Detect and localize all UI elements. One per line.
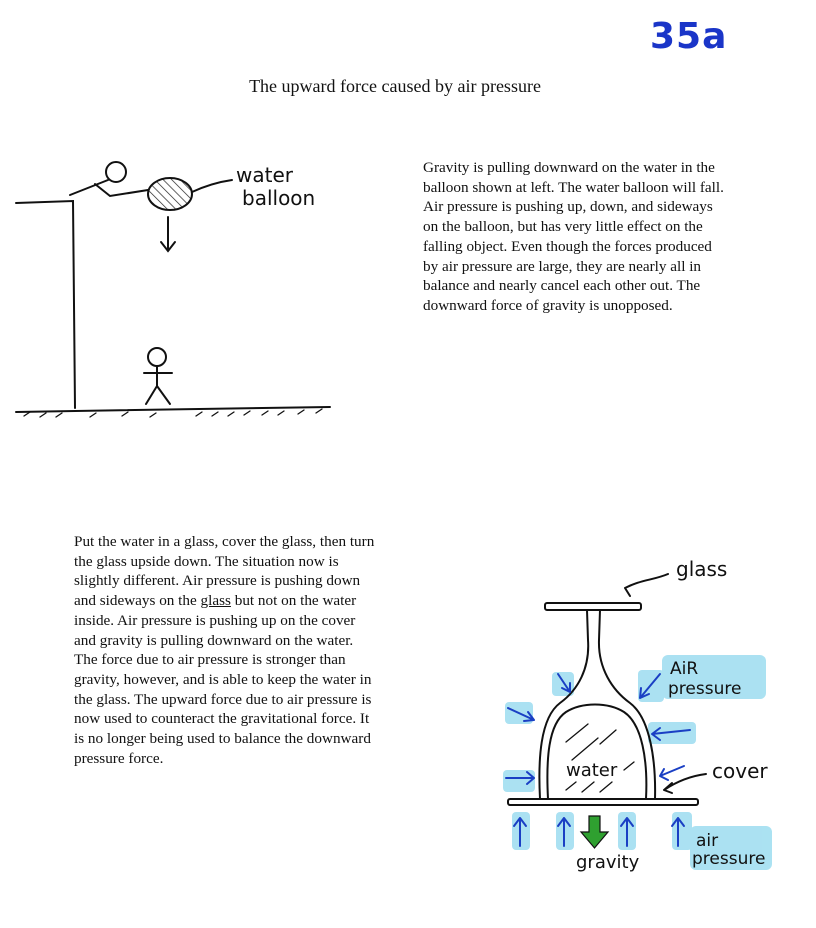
paragraph-text-end: but not on the water inside. Air pressure is pushing up on the cover and gravity is pulling downward on the water. The force due to air pressure is stronger than gravity, however, and is able to keep the water in the glass. The upward force due to air pressure is now used to counteract the gravitational force. It is no longer being used to balance the downward pressure force.	[74, 592, 372, 767]
air-pressure-bottom-label-1: air	[696, 831, 719, 851]
water-hatch	[566, 724, 634, 792]
air-pressure-top-label-2: pressure	[668, 679, 742, 699]
balloon-label: balloon	[242, 186, 316, 210]
gravity-label: gravity	[576, 852, 640, 873]
air-pressure-bottom-label-2: pressure	[692, 849, 766, 869]
gravity-arrow	[581, 816, 608, 848]
cover-pointer-line	[664, 774, 706, 793]
cover-plate	[508, 799, 698, 805]
glass-pointer-line	[625, 574, 668, 596]
cover-label: cover	[712, 759, 768, 783]
glass-base	[545, 603, 641, 610]
water-label-glass: water	[566, 760, 618, 781]
paragraph-text-start: Put the water in a glass, cover the glass, then turn the glass upside down. The situation now is slightly different. Air pressure is pushing down and sideways on the	[74, 533, 375, 610]
glass-label: glass	[676, 557, 728, 581]
page-title: The upward force caused by air pressure	[249, 76, 541, 96]
underlined-word: glass	[200, 592, 231, 610]
balloon-explanation-paragraph: Gravity is pulling downward on the water in the balloon shown at left. The water balloon will fall. Air pressure is pushing up, down, and sideways on the balloon, but has very little effect on the falling object. Even though the forces produced by air pressure are large, they are nearly all in balance and nearly cancel each other out. The downward force of gravity is unopposed.	[423, 159, 724, 314]
air-pressure-top-label-1: AiR	[670, 659, 699, 679]
page-number: 35a	[650, 16, 728, 57]
glass-inner-wall	[547, 705, 646, 800]
water-label: water	[236, 163, 293, 187]
